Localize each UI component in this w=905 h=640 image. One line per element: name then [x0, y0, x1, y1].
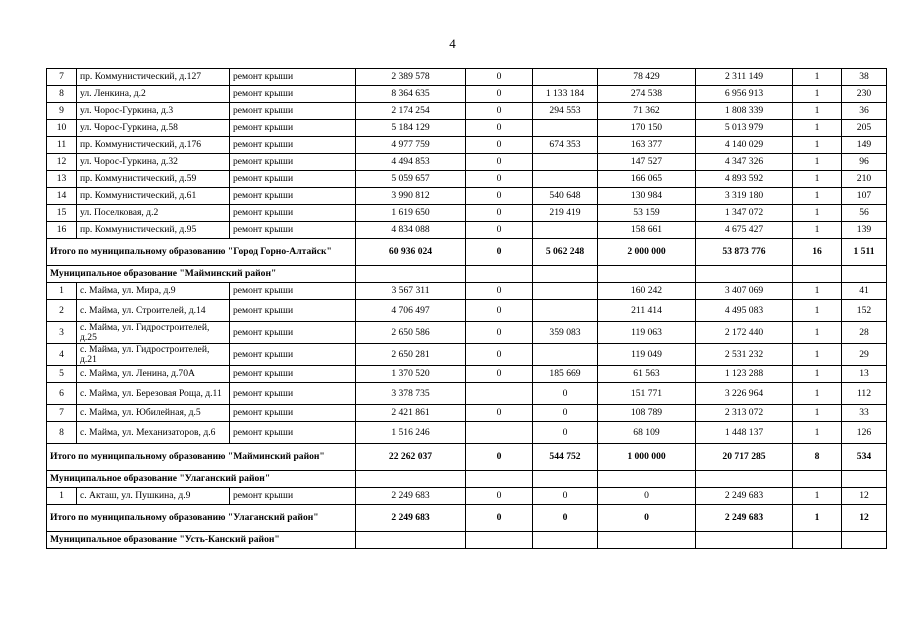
owners-cell: 3 319 180	[696, 188, 793, 205]
fund-cell: 0	[466, 222, 533, 239]
residents-cell: 28	[842, 322, 887, 344]
total-cost-cell: 2 389 578	[356, 69, 466, 86]
residents-cell: 107	[842, 188, 887, 205]
row-number-cell: 10	[47, 120, 77, 137]
work-type-cell: ремонт крыши	[230, 405, 356, 422]
region-budget-cell: 0	[533, 422, 598, 444]
empty-cell	[466, 532, 533, 549]
work-type-cell: ремонт крыши	[230, 120, 356, 137]
fund-cell: 0	[466, 171, 533, 188]
address-cell: ул. Чорос-Гуркина, д.32	[77, 154, 230, 171]
work-type-cell: ремонт крыши	[230, 205, 356, 222]
total-cost-cell: 4 834 088	[356, 222, 466, 239]
owners-cell: 1 123 288	[696, 366, 793, 383]
work-type-cell: ремонт крыши	[230, 103, 356, 120]
row-number-cell: 12	[47, 154, 77, 171]
work-type-cell: ремонт крыши	[230, 322, 356, 344]
local-budget-cell: 274 538	[598, 86, 696, 103]
owners-cell: 4 140 029	[696, 137, 793, 154]
local-budget-cell: 68 109	[598, 422, 696, 444]
table-body	[47, 69, 887, 549]
region-budget-cell	[533, 154, 598, 171]
empty-cell	[466, 471, 533, 488]
table-row	[47, 283, 887, 300]
owners-cell: 2 311 149	[696, 69, 793, 86]
table-row	[47, 120, 887, 137]
repair-program-table	[46, 68, 887, 549]
local-budget-cell: 0	[598, 488, 696, 505]
region-budget-cell	[533, 283, 598, 300]
table-row	[47, 103, 887, 120]
empty-cell	[696, 471, 793, 488]
residents-cell: 230	[842, 86, 887, 103]
total-label: Итого по муниципальному образованию "Улаганский район"	[47, 505, 356, 532]
table-row	[47, 300, 887, 322]
region-budget-cell: 1 133 184	[533, 86, 598, 103]
owners-total-cell: 53 873 776	[696, 239, 793, 266]
empty-cell	[356, 532, 466, 549]
local-budget-cell: 170 150	[598, 120, 696, 137]
local-budget-total-cell: 1 000 000	[598, 444, 696, 471]
fund-cell: 0	[466, 154, 533, 171]
row-number-cell: 3	[47, 322, 77, 344]
houses-count-cell: 1	[793, 205, 842, 222]
work-type-cell: ремонт крыши	[230, 383, 356, 405]
address-cell: пр. Коммунистический, д.59	[77, 171, 230, 188]
residents-cell: 41	[842, 283, 887, 300]
residents-cell: 96	[842, 154, 887, 171]
row-number-cell: 6	[47, 383, 77, 405]
fund-cell: 0	[466, 300, 533, 322]
houses-count-cell: 1	[793, 488, 842, 505]
fund-cell: 0	[466, 405, 533, 422]
residents-cell: 152	[842, 300, 887, 322]
table-row	[47, 154, 887, 171]
fund-cell: 0	[466, 283, 533, 300]
table-row	[47, 222, 887, 239]
houses-count-cell: 1	[793, 344, 842, 366]
houses-count-cell: 1	[793, 405, 842, 422]
houses-count-cell: 1	[793, 120, 842, 137]
houses-count-cell: 1	[793, 86, 842, 103]
residents-cell: 33	[842, 405, 887, 422]
empty-cell	[533, 471, 598, 488]
local-budget-cell: 151 771	[598, 383, 696, 405]
address-cell: с. Майма, ул. Березовая Роща, д.11	[77, 383, 230, 405]
houses-count-cell: 1	[793, 383, 842, 405]
region-budget-total-cell: 544 752	[533, 444, 598, 471]
total-cost-cell: 2 650 281	[356, 344, 466, 366]
address-cell: с. Майма, ул. Гидростроителей, д.25	[77, 322, 230, 344]
section-label: Муниципальное образование "Усть-Канский район"	[47, 532, 356, 549]
empty-cell	[842, 532, 887, 549]
address-cell: с. Майма, ул. Ленина, д.70А	[77, 366, 230, 383]
empty-cell	[793, 266, 842, 283]
total-cost-cell: 1 516 246	[356, 422, 466, 444]
owners-cell: 2 313 072	[696, 405, 793, 422]
row-number-cell: 8	[47, 422, 77, 444]
work-type-cell: ремонт крыши	[230, 69, 356, 86]
region-budget-cell	[533, 300, 598, 322]
fund-cell: 0	[466, 188, 533, 205]
table-row	[47, 69, 887, 86]
residents-cell: 36	[842, 103, 887, 120]
table-row	[47, 344, 887, 366]
fund-cell	[466, 383, 533, 405]
residents-total-cell: 1 511	[842, 239, 887, 266]
work-type-cell: ремонт крыши	[230, 422, 356, 444]
total-cost-cell: 4 706 497	[356, 300, 466, 322]
section-header-row	[47, 266, 887, 283]
total-cost-cell: 5 184 129	[356, 120, 466, 137]
houses-count-cell: 1	[793, 366, 842, 383]
total-row	[47, 239, 887, 266]
table-row	[47, 171, 887, 188]
owners-cell: 4 347 326	[696, 154, 793, 171]
region-budget-cell	[533, 222, 598, 239]
total-cost-cell: 5 059 657	[356, 171, 466, 188]
total-cost-cell: 2 174 254	[356, 103, 466, 120]
local-budget-cell: 211 414	[598, 300, 696, 322]
owners-total-cell: 2 249 683	[696, 505, 793, 532]
row-number-cell: 1	[47, 488, 77, 505]
region-budget-cell: 219 419	[533, 205, 598, 222]
total-row	[47, 505, 887, 532]
total-cost-cell: 3 990 812	[356, 188, 466, 205]
local-budget-cell: 158 661	[598, 222, 696, 239]
owners-total-cell: 20 717 285	[696, 444, 793, 471]
table-row	[47, 383, 887, 405]
total-cost-cell: 4 494 853	[356, 154, 466, 171]
empty-cell	[466, 266, 533, 283]
residents-cell: 210	[842, 171, 887, 188]
total-cost-cell: 2 421 861	[356, 405, 466, 422]
work-type-cell: ремонт крыши	[230, 344, 356, 366]
houses-count-cell: 1	[793, 422, 842, 444]
total-cost-cell: 1 370 520	[356, 366, 466, 383]
total-cost-cell: 1 619 650	[356, 205, 466, 222]
row-number-cell: 1	[47, 283, 77, 300]
houses-count-cell: 1	[793, 322, 842, 344]
local-budget-cell: 78 429	[598, 69, 696, 86]
fund-total-cell: 0	[466, 444, 533, 471]
fund-cell: 0	[466, 366, 533, 383]
empty-cell	[598, 471, 696, 488]
row-number-cell: 5	[47, 366, 77, 383]
residents-total-cell: 12	[842, 505, 887, 532]
section-label: Муниципальное образование "Майминский район"	[47, 266, 356, 283]
region-budget-cell: 294 553	[533, 103, 598, 120]
local-budget-cell: 160 242	[598, 283, 696, 300]
houses-count-cell: 1	[793, 69, 842, 86]
residents-cell: 112	[842, 383, 887, 405]
owners-cell: 4 675 427	[696, 222, 793, 239]
row-number-cell: 11	[47, 137, 77, 154]
work-type-cell: ремонт крыши	[230, 188, 356, 205]
row-number-cell: 8	[47, 86, 77, 103]
total-cost-cell: 4 977 759	[356, 137, 466, 154]
row-number-cell: 9	[47, 103, 77, 120]
residents-cell: 126	[842, 422, 887, 444]
houses-count-cell: 1	[793, 222, 842, 239]
fund-total-cell: 0	[466, 239, 533, 266]
owners-cell: 1 347 072	[696, 205, 793, 222]
fund-cell: 0	[466, 137, 533, 154]
address-cell: с. Майма, ул. Гидростроителей, д.21	[77, 344, 230, 366]
address-cell: пр. Коммунистический, д.95	[77, 222, 230, 239]
work-type-cell: ремонт крыши	[230, 283, 356, 300]
section-label: Муниципальное образование "Улаганский район"	[47, 471, 356, 488]
total-cost-cell: 3 567 311	[356, 283, 466, 300]
fund-cell: 0	[466, 103, 533, 120]
region-budget-cell	[533, 69, 598, 86]
region-budget-cell: 0	[533, 383, 598, 405]
residents-cell: 149	[842, 137, 887, 154]
work-type-cell: ремонт крыши	[230, 222, 356, 239]
table-row	[47, 322, 887, 344]
row-number-cell: 7	[47, 405, 77, 422]
work-type-cell: ремонт крыши	[230, 137, 356, 154]
table-row	[47, 137, 887, 154]
owners-cell: 6 956 913	[696, 86, 793, 103]
table-row	[47, 405, 887, 422]
work-type-cell: ремонт крыши	[230, 366, 356, 383]
address-cell: с. Майма, ул. Мира, д.9	[77, 283, 230, 300]
region-budget-total-cell: 0	[533, 505, 598, 532]
address-cell: пр. Коммунистический, д.61	[77, 188, 230, 205]
residents-cell: 56	[842, 205, 887, 222]
total-cost-cell: 8 364 635	[356, 86, 466, 103]
owners-cell: 3 407 069	[696, 283, 793, 300]
residents-cell: 205	[842, 120, 887, 137]
total-cost-cell: 2 249 683	[356, 488, 466, 505]
local-budget-cell: 119 063	[598, 322, 696, 344]
region-budget-cell	[533, 344, 598, 366]
empty-cell	[533, 266, 598, 283]
owners-cell: 5 013 979	[696, 120, 793, 137]
local-budget-cell: 166 065	[598, 171, 696, 188]
region-budget-cell: 0	[533, 488, 598, 505]
table-row	[47, 488, 887, 505]
address-cell: с. Майма, ул. Строителей, д.14	[77, 300, 230, 322]
address-cell: пр. Коммунистический, д.176	[77, 137, 230, 154]
fund-cell	[466, 422, 533, 444]
houses-count-total-cell: 8	[793, 444, 842, 471]
address-cell: с. Майма, ул. Юбилейная, д.5	[77, 405, 230, 422]
row-number-cell: 7	[47, 69, 77, 86]
work-type-cell: ремонт крыши	[230, 300, 356, 322]
total-cost-total-cell: 60 936 024	[356, 239, 466, 266]
local-budget-cell: 130 984	[598, 188, 696, 205]
empty-cell	[598, 532, 696, 549]
local-budget-total-cell: 0	[598, 505, 696, 532]
owners-cell: 2 531 232	[696, 344, 793, 366]
local-budget-cell: 108 789	[598, 405, 696, 422]
owners-cell: 3 226 964	[696, 383, 793, 405]
residents-cell: 13	[842, 366, 887, 383]
address-cell: ул. Поселковая, д.2	[77, 205, 230, 222]
houses-count-cell: 1	[793, 283, 842, 300]
fund-total-cell: 0	[466, 505, 533, 532]
address-cell: пр. Коммунистический, д.127	[77, 69, 230, 86]
empty-cell	[793, 532, 842, 549]
owners-cell: 4 495 083	[696, 300, 793, 322]
residents-cell: 139	[842, 222, 887, 239]
empty-cell	[842, 266, 887, 283]
owners-cell: 2 172 440	[696, 322, 793, 344]
fund-cell: 0	[466, 488, 533, 505]
total-cost-cell: 3 378 735	[356, 383, 466, 405]
empty-cell	[533, 532, 598, 549]
local-budget-total-cell: 2 000 000	[598, 239, 696, 266]
table-row	[47, 188, 887, 205]
work-type-cell: ремонт крыши	[230, 171, 356, 188]
table-row	[47, 366, 887, 383]
fund-cell: 0	[466, 344, 533, 366]
work-type-cell: ремонт крыши	[230, 154, 356, 171]
empty-cell	[696, 266, 793, 283]
houses-count-cell: 1	[793, 300, 842, 322]
address-cell: с. Майма, ул. Механизаторов, д.6	[77, 422, 230, 444]
empty-cell	[842, 471, 887, 488]
region-budget-cell: 674 353	[533, 137, 598, 154]
work-type-cell: ремонт крыши	[230, 488, 356, 505]
houses-count-total-cell: 1	[793, 505, 842, 532]
address-cell: с. Акташ, ул. Пушкина, д.9	[77, 488, 230, 505]
owners-cell: 4 893 592	[696, 171, 793, 188]
houses-count-cell: 1	[793, 188, 842, 205]
row-number-cell: 4	[47, 344, 77, 366]
table-row	[47, 86, 887, 103]
total-cost-total-cell: 2 249 683	[356, 505, 466, 532]
owners-cell: 1 448 137	[696, 422, 793, 444]
empty-cell	[598, 266, 696, 283]
empty-cell	[356, 471, 466, 488]
houses-count-cell: 1	[793, 171, 842, 188]
owners-cell: 1 808 339	[696, 103, 793, 120]
address-cell: ул. Чорос-Гуркина, д.3	[77, 103, 230, 120]
fund-cell: 0	[466, 322, 533, 344]
houses-count-cell: 1	[793, 137, 842, 154]
section-header-row	[47, 532, 887, 549]
residents-total-cell: 534	[842, 444, 887, 471]
local-budget-cell: 163 377	[598, 137, 696, 154]
address-cell: ул. Ленкина, д.2	[77, 86, 230, 103]
local-budget-cell: 61 563	[598, 366, 696, 383]
residents-cell: 29	[842, 344, 887, 366]
region-budget-cell: 540 648	[533, 188, 598, 205]
total-cost-cell: 2 650 586	[356, 322, 466, 344]
local-budget-cell: 53 159	[598, 205, 696, 222]
table-row	[47, 422, 887, 444]
residents-cell: 12	[842, 488, 887, 505]
page-number: 4	[449, 36, 456, 51]
total-label: Итого по муниципальному образованию "Майминский район"	[47, 444, 356, 471]
row-number-cell: 13	[47, 171, 77, 188]
local-budget-cell: 71 362	[598, 103, 696, 120]
region-budget-cell	[533, 120, 598, 137]
total-cost-total-cell: 22 262 037	[356, 444, 466, 471]
houses-count-total-cell: 16	[793, 239, 842, 266]
local-budget-cell: 119 049	[598, 344, 696, 366]
residents-cell: 38	[842, 69, 887, 86]
fund-cell: 0	[466, 205, 533, 222]
empty-cell	[696, 532, 793, 549]
work-type-cell: ремонт крыши	[230, 86, 356, 103]
row-number-cell: 2	[47, 300, 77, 322]
total-label: Итого по муниципальному образованию "Город Горно-Алтайск"	[47, 239, 356, 266]
region-budget-total-cell: 5 062 248	[533, 239, 598, 266]
owners-cell: 2 249 683	[696, 488, 793, 505]
houses-count-cell: 1	[793, 103, 842, 120]
row-number-cell: 14	[47, 188, 77, 205]
fund-cell: 0	[466, 69, 533, 86]
region-budget-cell: 0	[533, 405, 598, 422]
region-budget-cell: 359 083	[533, 322, 598, 344]
fund-cell: 0	[466, 86, 533, 103]
empty-cell	[793, 471, 842, 488]
houses-count-cell: 1	[793, 154, 842, 171]
section-header-row	[47, 471, 887, 488]
fund-cell: 0	[466, 120, 533, 137]
row-number-cell: 16	[47, 222, 77, 239]
total-row	[47, 444, 887, 471]
address-cell: ул. Чорос-Гуркина, д.58	[77, 120, 230, 137]
empty-cell	[356, 266, 466, 283]
local-budget-cell: 147 527	[598, 154, 696, 171]
region-budget-cell	[533, 171, 598, 188]
region-budget-cell: 185 669	[533, 366, 598, 383]
row-number-cell: 15	[47, 205, 77, 222]
table-row	[47, 205, 887, 222]
